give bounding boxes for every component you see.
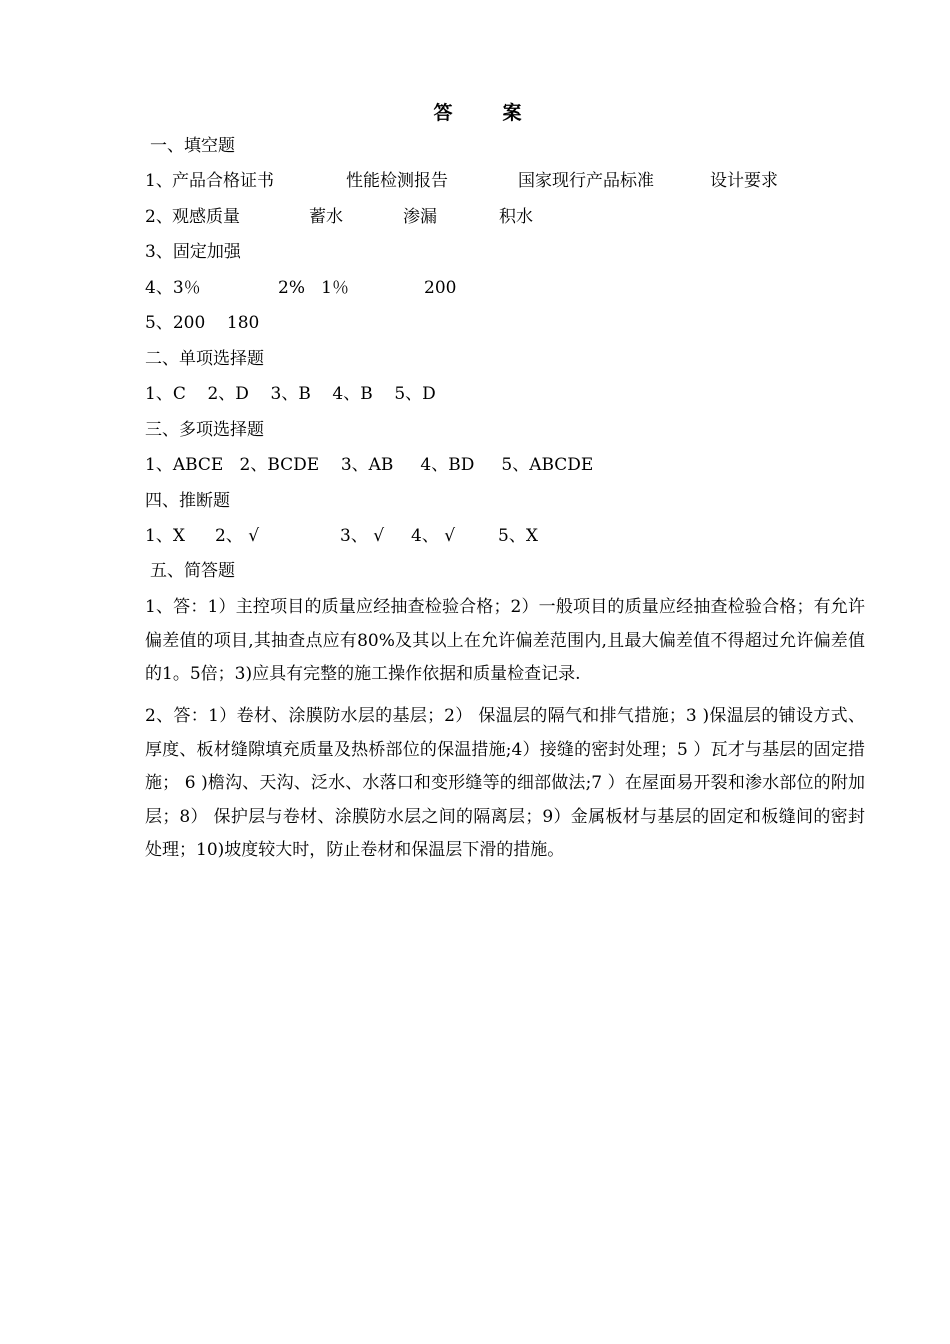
judge-answer-4: 4、 √ bbox=[411, 526, 456, 546]
fill-answer-2-a: 观感质量 bbox=[172, 207, 240, 227]
fill-answer-4-c: 200 bbox=[424, 278, 457, 298]
fill-answer-5: 5、200 180 bbox=[145, 313, 260, 333]
fill-answer-4 bbox=[145, 277, 845, 299]
judge-answer-2: 2、 √ bbox=[215, 526, 260, 546]
fill-answer-2-number: 2、 bbox=[145, 207, 173, 227]
fill-answer-1 bbox=[145, 170, 845, 192]
judge-answer-5: 5、X bbox=[498, 526, 538, 546]
judge-answer-1: 1、X bbox=[145, 526, 185, 546]
page-title: 答案 bbox=[433, 102, 572, 124]
fill-answer-1-b: 性能检测报告 bbox=[346, 171, 448, 191]
fill-answer-1-d: 设计要求 bbox=[710, 171, 778, 191]
judge-answer-3: 3、 √ bbox=[340, 526, 385, 546]
section-heading-multi: 三、多项选择题 bbox=[145, 420, 264, 440]
single-choice-answers: 1、C 2、D 3、B 4、B 5、D bbox=[145, 384, 436, 404]
fill-answer-2-c: 渗漏 bbox=[403, 207, 437, 227]
fill-answer-3: 3、固定加强 bbox=[145, 242, 241, 262]
fill-answer-1-number: 1、 bbox=[145, 171, 173, 191]
fill-answer-4-a: 4、3％ bbox=[145, 278, 201, 298]
section-heading-single: 二、单项选择题 bbox=[145, 349, 264, 369]
fill-answer-2 bbox=[145, 206, 845, 228]
section-heading-short: 五、简答题 bbox=[150, 561, 235, 581]
section-heading-fill: 一、填空题 bbox=[150, 136, 235, 156]
fill-answer-1-c: 国家现行产品标准 bbox=[518, 171, 654, 191]
fill-answer-1-a: 产品合格证书 bbox=[172, 171, 274, 191]
fill-answer-2-d: 积水 bbox=[499, 207, 533, 227]
short-answer-1: 1、答：1）主控项目的质量应经抽查检验合格；2）一般项目的质量应经抽查检验合格；有允许偏差值的项目,其抽查点应有80%及其以上在允许偏差范围内,且最大偏差值不得超过允许偏差值的1。5倍；3)应具有完整的施工操作依据和质量检查记录. bbox=[145, 597, 865, 684]
multi-choice-answers: 1、ABCE 2、BCDE 3、AB 4、BD 5、ABCDE bbox=[145, 455, 594, 475]
fill-answer-2-b: 蓄水 bbox=[309, 207, 343, 227]
judge-answers bbox=[145, 525, 845, 547]
short-answer-2: 2、答：1）卷材、涂膜防水层的基层；2） 保温层的隔气和排气措施；3 )保温层的铺设方式、厚度、板材缝隙填充质量及热桥部位的保温措施;4）接缝的密封处理；5 ）瓦才与基层的固定措施； 6 )檐沟、天沟、泛水、水落口和变形缝等的细部做法;7 ）在屋面易开裂和渗水部位的附加层；8） 保护层与卷材、涂膜防水层之间的隔离层；9）金属板材与基层的固定和板缝间的密封处理；10)坡度较大时，防止卷材和保温层下滑的措施。 bbox=[145, 706, 865, 860]
fill-answer-4-b: 2% 1％ bbox=[278, 278, 349, 298]
section-heading-judge: 四、推断题 bbox=[145, 491, 230, 511]
